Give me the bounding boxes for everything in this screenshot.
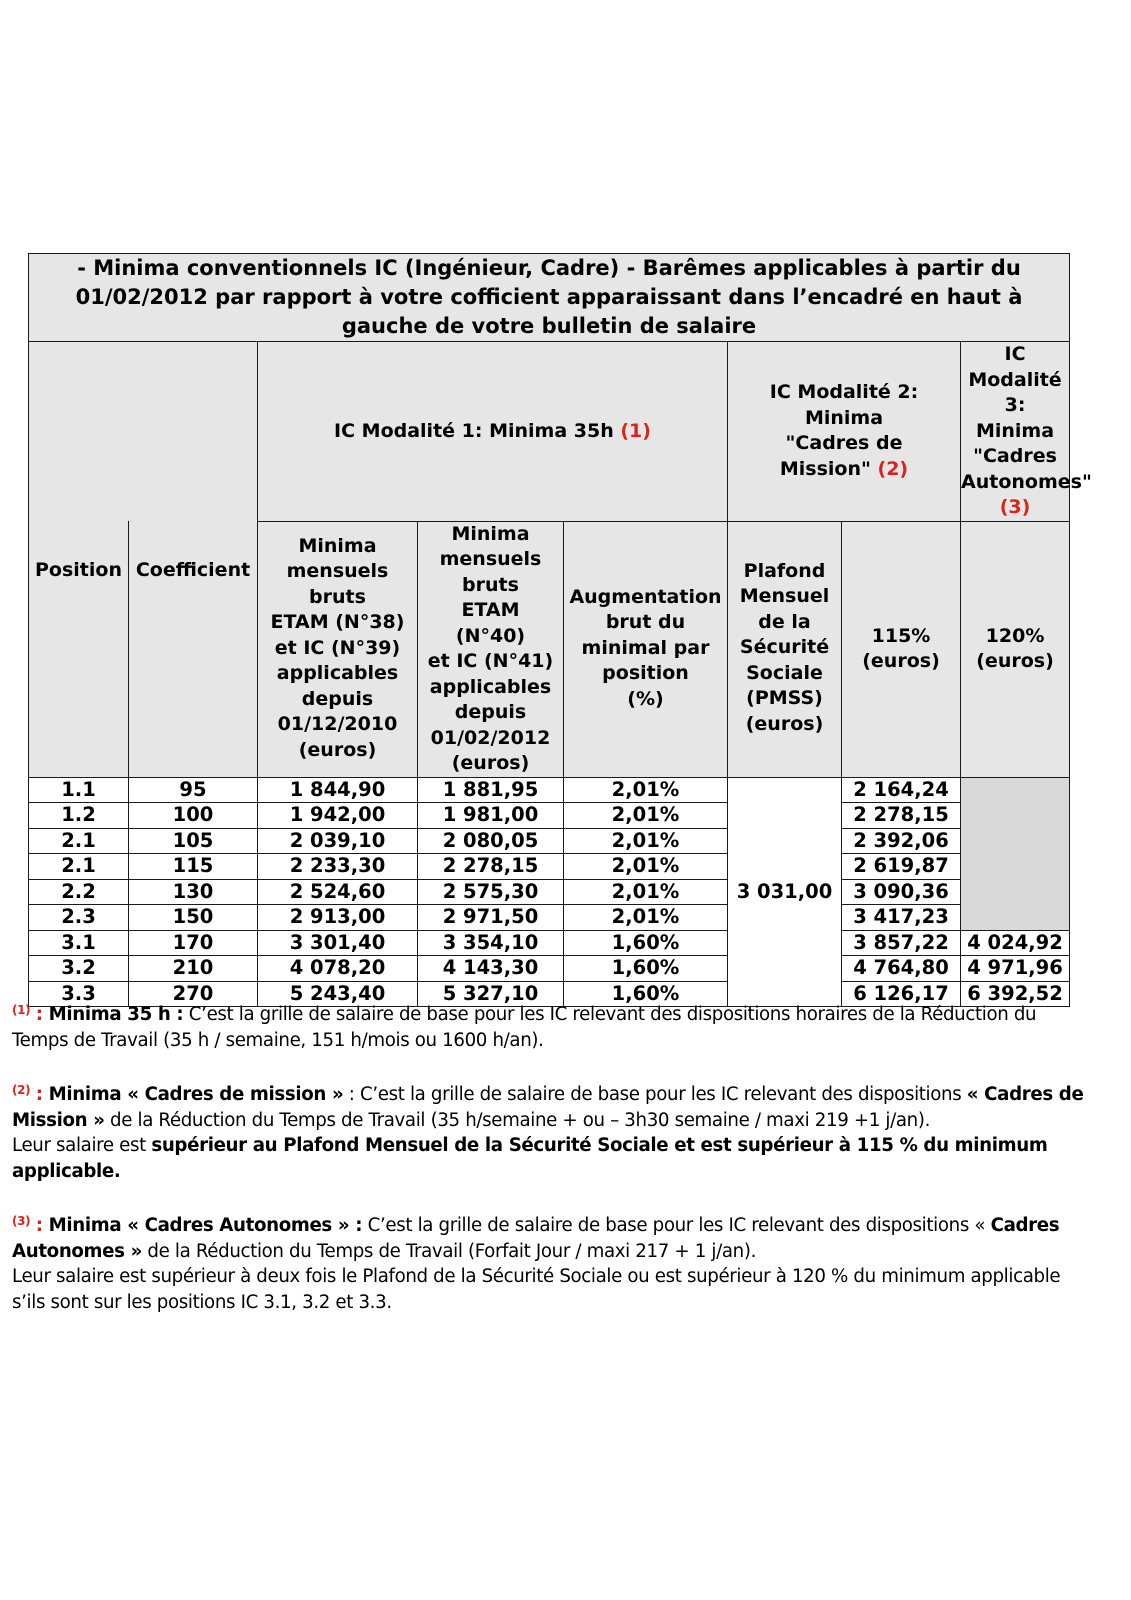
table-row <box>29 803 1070 829</box>
footnote-marker-2: (2) <box>12 1083 31 1097</box>
footnote-2: $^{(2)}$ : Minima « Cadres de mission » : C’est la grille de salaire de base pour les IC relevant des dispositions « Cadres de Mission » de la Réduction du Temps de Travail (35 h/semaine + ou – 3h30 semaine / maxi 219 +1 j/an). Leur salaire est supérieur au Plafond Mensuel de la Sécurité Sociale et est supérieur à 115 % du minimum applicable. <box>12 1083 1084 1182</box>
cell-augmentation: 2,01% <box>564 777 728 803</box>
col-header-120-percent: 120% (euros) <box>961 521 1070 777</box>
cell-minima-2010: 2 913,00 <box>258 905 418 931</box>
footnote-ref-1: (1) <box>620 419 651 442</box>
cell-coefficient: 105 <box>129 828 258 854</box>
col-header-augmentation: Augmentation brut du minimal par position (%) <box>564 521 728 777</box>
cell-minima-2010: 3 301,40 <box>258 930 418 956</box>
cell-120-percent: 4 024,92 <box>961 930 1070 956</box>
cell-minima-2012: 1 981,00 <box>418 803 564 829</box>
table-row <box>29 777 1070 803</box>
cell-augmentation: 2,01% <box>564 803 728 829</box>
cell-position: 2.1 <box>29 854 129 880</box>
cell-coefficient: 150 <box>129 905 258 931</box>
cell-120-percent: 4 971,96 <box>961 956 1070 982</box>
cell-augmentation: 1,60% <box>564 930 728 956</box>
cell-115-percent: 4 764,80 <box>842 956 961 982</box>
col-header-position: Position <box>29 521 129 777</box>
cell-coefficient: 95 <box>129 777 258 803</box>
cell-115-percent: 3 090,36 <box>842 879 961 905</box>
group-header-modalite-3: IC Modalité 3: Minima "Cadres Autonomes" (3) <box>961 342 1070 522</box>
cell-position: 2.2 <box>29 879 129 905</box>
cell-minima-2012: 3 354,10 <box>418 930 564 956</box>
footnote-marker-3: (3) <box>12 1214 31 1228</box>
title-line-1: - Minima conventionnels IC (Ingénieur, Cadre) - Barêmes applicables à partir du <box>77 256 1021 280</box>
cell-minima-2010: 2 039,10 <box>258 828 418 854</box>
footnote-ref-3: (3) <box>999 496 1031 518</box>
cell-position: 2.1 <box>29 828 129 854</box>
cell-minima-2010: 1 844,90 <box>258 777 418 803</box>
group-header-modalite-2: IC Modalité 2: Minima "Cadres de Mission" (2) <box>728 342 961 522</box>
table-row <box>29 854 1070 880</box>
title-line-3: gauche de votre bulletin de salaire <box>341 314 757 338</box>
salary-grid-table <box>28 253 1092 1007</box>
cell-minima-2010: 1 942,00 <box>258 803 418 829</box>
cell-minima-2010: 4 078,20 <box>258 956 418 982</box>
cell-augmentation: 2,01% <box>564 828 728 854</box>
cell-minima-2010: 2 524,60 <box>258 879 418 905</box>
cell-augmentation: 2,01% <box>564 905 728 931</box>
footnote-1: $^{(1)}$ : Minima 35 h : C’est la grille de salaire de base pour les IC relevant des dispositions horaires de la Réduction du Temps de Travail (35 h / semaine, 151 h/mois ou 1600 h/an). <box>12 1003 1037 1051</box>
cell-115-percent: 3 857,22 <box>842 930 961 956</box>
cell-coefficient: 210 <box>129 956 258 982</box>
cell-coefficient: 270 <box>129 981 258 1007</box>
col-header-minima-2012: Minima mensuels bruts ETAM (N°40) et IC (N°41) applicables depuis 01/02/2012 (euros) <box>418 521 564 777</box>
cell-115-percent: 3 417,23 <box>842 905 961 931</box>
cell-augmentation: 1,60% <box>564 981 728 1007</box>
cell-augmentation: 1,60% <box>564 956 728 982</box>
table-row <box>29 905 1070 931</box>
cell-minima-2010: 5 243,40 <box>258 981 418 1007</box>
cell-115-percent: 2 392,06 <box>842 828 961 854</box>
table-row <box>29 879 1070 905</box>
title-line-2: 01/02/2012 par rapport à votre cofficient apparaissant dans l’encadré en haut à <box>75 285 1023 309</box>
cell-minima-2012: 2 278,15 <box>418 854 564 880</box>
cell-pmss-merged: 3 031,00 <box>728 777 842 1007</box>
cell-minima-2012: 1 881,95 <box>418 777 564 803</box>
footnote-3: $^{(3)}$ : Minima « Cadres Autonomes » : C’est la grille de salaire de base pour les IC relevant des dispositions « Cadres Autonomes » de la Réduction du Temps de Travail (Forfait Jour / maxi 217 + 1 j/an). Leur salaire est supérieur à deux fois le Plafond de la Sécurité Sociale ou est supérieur à 120 % du minimum applicable s’ils sont sur les positions IC 3.1, 3.2 et 3.3. <box>12 1214 1061 1313</box>
cell-coefficient: 130 <box>129 879 258 905</box>
cell-120-percent-empty <box>961 777 1070 930</box>
cell-coefficient: 170 <box>129 930 258 956</box>
table-row <box>29 828 1070 854</box>
cell-115-percent: 2 619,87 <box>842 854 961 880</box>
cell-minima-2012: 2 080,05 <box>418 828 564 854</box>
cell-minima-2012: 2 575,30 <box>418 879 564 905</box>
footnotes <box>12 998 1092 1340</box>
cell-115-percent: 2 278,15 <box>842 803 961 829</box>
cell-position: 1.1 <box>29 777 129 803</box>
cell-position: 2.3 <box>29 905 129 931</box>
cell-position: 3.2 <box>29 956 129 982</box>
cell-minima-2012: 4 143,30 <box>418 956 564 982</box>
cell-position: 3.1 <box>29 930 129 956</box>
cell-minima-2012: 2 971,50 <box>418 905 564 931</box>
cell-minima-2010: 2 233,30 <box>258 854 418 880</box>
table-row <box>29 930 1070 956</box>
cell-coefficient: 115 <box>129 854 258 880</box>
cell-augmentation: 2,01% <box>564 854 728 880</box>
col-header-115-percent: 115% (euros) <box>842 521 961 777</box>
cell-115-percent: 6 126,17 <box>842 981 961 1007</box>
cell-augmentation: 2,01% <box>564 879 728 905</box>
cell-position: 1.2 <box>29 803 129 829</box>
cell-120-percent: 6 392,52 <box>961 981 1070 1007</box>
col-header-minima-2010: Minima mensuels bruts ETAM (N°38) et IC (N°39) applicables depuis 01/12/2010 (euros) <box>258 521 418 777</box>
group-header-modalite-1: IC Modalité 1: Minima 35h (1) <box>258 342 728 522</box>
footnote-marker-1: (1) <box>12 1003 31 1017</box>
table-row <box>29 956 1070 982</box>
empty-corner-header <box>29 342 258 522</box>
footnote-ref-2: (2) <box>877 457 909 480</box>
table-title <box>29 254 1070 342</box>
cell-position: 3.3 <box>29 981 129 1007</box>
cell-115-percent: 2 164,24 <box>842 777 961 803</box>
col-header-pmss: Plafond Mensuel de la Sécurité Sociale (PMSS) (euros) <box>728 521 842 777</box>
col-header-coefficient: Coefficient <box>129 521 258 777</box>
cell-minima-2012: 5 327,10 <box>418 981 564 1007</box>
cell-coefficient: 100 <box>129 803 258 829</box>
